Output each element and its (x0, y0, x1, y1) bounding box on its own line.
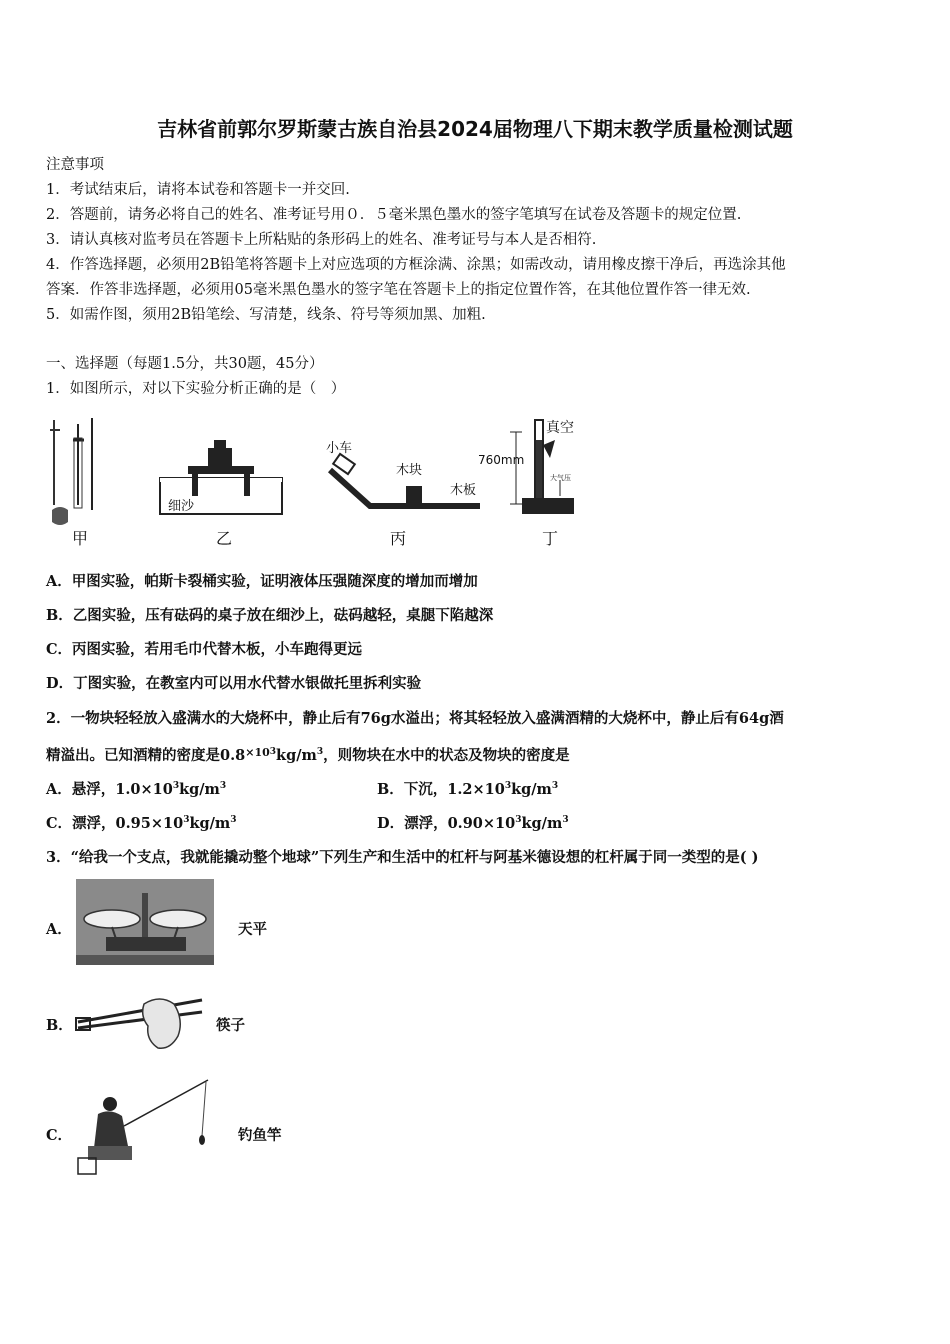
q3-option-c-letter: C． (46, 1127, 73, 1144)
notice-item: 2．答题前，请务必将自己的姓名、准考证号用０．５毫米黑色墨水的签字笔填写在试卷及答题卡的规定位置. (46, 207, 742, 223)
q1-option-c: C．丙图实验，若用毛巾代替木板，小车跑得更远 (46, 641, 363, 658)
pascal-barrel-diagram (50, 418, 92, 525)
q2-option-a: A．悬浮，$1.0\times 10^3kg/m^3$ (46, 781, 227, 798)
vacuum-label: 真空 (546, 420, 574, 436)
q1-option-d: D．丁图实验，在教室内可以用水代替水银做托里拆利实验 (46, 675, 422, 692)
figure-label-jia: 甲 (72, 529, 89, 548)
cart-label: 小车 (326, 441, 353, 456)
notice-item: 4．作答选择题，必须用2B铅笔将答题卡上对应选项的方框涂满、涂黑；如需改动，请用橡皮擦干净后，再选涂其他 (46, 257, 786, 273)
q1-option-a: A．甲图实验，帕斯卡裂桶实验，证明液体压强随深度的增加而增加 (46, 573, 478, 590)
q3-option-a-label: 天平 (238, 921, 267, 938)
notice-item: 答案．作答非选择题，必须用05毫米黑色墨水的签字笔在答题卡上的指定位置作答，在其他位置作答一律无效. (46, 282, 751, 298)
page-title: 吉林省前郭尔罗斯蒙古族自治县2024届物理八下期末教学质量检测试题 (157, 117, 793, 141)
figure-label-yi: 乙 (216, 529, 233, 548)
q2-stem-line1: 2．一物块轻轻放入盛满水的大烧杯中，静止后有76g水溢出；将其轻轻放入盛满酒精的大烧杯中，静止后有64g酒 (46, 710, 784, 727)
fishing-rod-image (74, 1074, 212, 1178)
q2-stem-line2: 精溢出。已知酒精的密度是$0.8^{\times 103}kg/m^3$，则物块在水中的状态及物块的密度是 (46, 746, 570, 764)
q2-option-b: B．下沉，$1.2\times 10^3kg/m^3$ (377, 781, 559, 798)
sand-label: 细沙 (168, 499, 195, 514)
atm-label: 大气压 (550, 474, 571, 482)
figure-label-bing: 丙 (390, 529, 407, 548)
q3-option-a-letter: A． (46, 921, 72, 938)
q2-option-c: C．漂浮，$0.95\times 10^3kg/m^3$ (46, 815, 237, 832)
board-label: 木板 (450, 483, 477, 498)
q3-option-c-label: 钓鱼竿 (238, 1127, 282, 1144)
q3-option-b-label: 筷子 (216, 1017, 245, 1034)
block-label: 木块 (396, 463, 423, 478)
q3-option-b-letter: B． (46, 1017, 73, 1034)
question-1-figure (40, 410, 600, 555)
q2-option-d: D．漂浮，$0.90\times 10^3kg/m^3$ (377, 815, 569, 832)
notice-item: 5．如需作图，须用2B铅笔绘、写清楚，线条、符号等须加黑、加粗. (46, 307, 486, 323)
chopsticks-image (74, 990, 204, 1054)
figure-label-ding: 丁 (542, 529, 559, 548)
notice-heading: 注意事项 (46, 157, 104, 173)
notice-item: 1．考试结束后，请将本试卷和答题卡一并交回. (46, 182, 350, 198)
760mm-label: 760mm (478, 453, 525, 467)
notice-item: 3．请认真核对监考员在答题卡上所粘贴的条形码上的姓名、准考证号与本人是否相符. (46, 232, 597, 248)
q3-stem: 3．“给我一个支点，我就能撬动整个地球”下列生产和生活中的杠杆与阿基米德设想的杠杆属于同一类型的是( ) (46, 849, 759, 866)
balance-scale-image (76, 879, 214, 965)
question-1-stem: 1．如图所示，对以下实验分析正确的是（ ） (46, 381, 346, 397)
section-heading: 一、选择题（每题1.5分，共30题，45分） (46, 356, 324, 372)
q1-option-b: B．乙图实验，压有砝码的桌子放在细沙上，砝码越轻，桌腿下陷越深 (46, 607, 494, 624)
incline-cart-diagram (330, 454, 480, 506)
